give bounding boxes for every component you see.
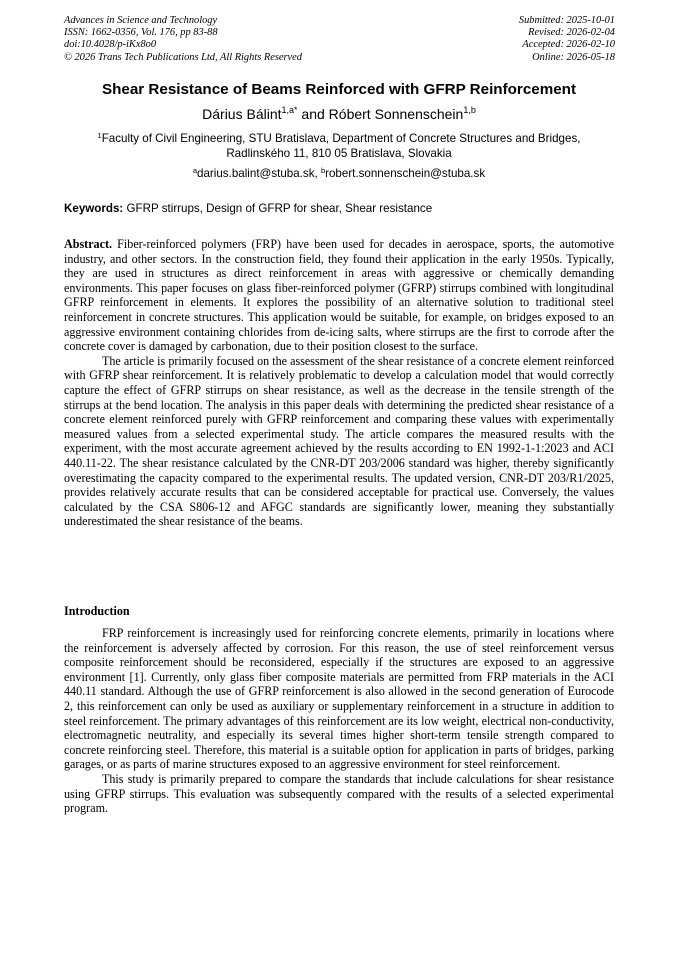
author-2: Róbert Sonnenschein [328,106,464,122]
date-submitted: Submitted: 2025-10-01 [518,15,615,26]
section-heading-introduction: Introduction [64,604,130,618]
journal-copyright: © 2026 Trans Tech Publications Ltd, All Rights Reserved [64,51,302,63]
author-conjunction: and [297,106,329,122]
journal-doi[interactable]: doi:10.4028/p-iKx8o0 [64,39,157,51]
author-emails [0,167,678,181]
abstract-label: Abstract. [64,237,113,251]
affiliation [80,132,598,161]
abstract-paragraph-2: The article is primarily focused on the assessment of the shear resistance of a concrete element reinforced with GFRP shear reinforcement. It is relatively problematic to develop a calculation model that would correctly capture the effect of GFRP stirrups on shear resistance, as well as the decrease in the tensile strength of the stirrups at the bend location. The analysis in this paper deals with determining the predicted shear resistance of a concrete element reinforced purely with GFRP reinforcement and comparing these values with experimentally measured values from a selected experimental study. The article compares the measured results with the experiment, with the most accurate agreement achieved by the results according to EN 1992-1-1:2023 and ACI 440.11-22. The shear resistance calculated by the CNR-DT 203/2006 standard was higher, thereby significantly overestimating the capacity compared to the experimental results. The updated version, CNR-DT 203/R1/2025, provides relatively accurate results that can be considered acceptable for practical use. Conversely, the values calculated by the CSA S806-12 and AFGC standards are significantly lower, meaning they substantially underestimated the shear resistance of the beams. [64,353,614,529]
affiliation-mark: 1 [97,131,102,140]
affiliation-text: Faculty of Civil Engineering, STU Bratislava, Department of Concrete Structures and Bridges, Radlinského 11, 810 05 Bratislava, Slovakia [101,132,581,160]
introduction-paragraph-1: FRP reinforcement is increasingly used for reinforcing concrete elements, primarily in locations where the reinforcement is adversely affected by corrosion. For this reason, the use of steel reinforcement versus composite reinforcement should be reconsidered, especially if the structures are exposed to an aggressive environment [1]. Currently, only glass fiber composite materials are permitted from FRP materials in the ACI 440.11 standard. Although the use of GFRP reinforcement is also allowed in the second generation of Eurocode 2, this reinforcement can only be used as auxiliary or supplementary reinforcement in a structure in addition to steel reinforcement. The primary advantages of this reinforcement are its low weight, electrical non-conductivity, electromagnetic neutrality, and especially its several times higher short-term tensile strength compared to concrete reinforcing steel. Therefore, this material is a suitable option for application in parts of bridges, parking garages, or as parts of marine structures exposed to an aggressive environment for steel reinforcement. [64,626,614,772]
journal-name: Advances in Science and Technology [64,15,218,26]
author-2-affil-mark: 1,b [463,105,476,115]
keywords-text: GFRP stirrups, Design of GFRP for shear, Shear resistance [123,202,433,215]
author-1-affil-mark: 1,a* [281,105,298,115]
keywords [64,202,614,216]
abstract-text-1: Fiber-reinforced polymers (FRP) have been used for decades in aerospace, sports, the automotive industry, and other sectors. In the construction field, they found their application in the early 1950s. Typically, they are used in structures as direct reinforcement in areas with aggressive or chemically demanding environments. This paper focuses on glass fiber-reinforced polymer (GFRP) stirrups combined with longitudinal GFRP reinforcement in elements. It explores the possibility of an alternative solution to traditional steel reinforcement in concrete structures. This application would be suitable, for example, on bridges exposed to an aggressive environment containing chlorides from de-icing salts, where stirrups are the first to corrode after the concrete cover is damaged by carbonation, due to their position closest to the surface. [64,237,614,354]
author-1: Dárius Bálint [202,106,282,122]
date-online: Online: 2026-05-18 [532,51,615,63]
paper-title: Shear Resistance of Beams Reinforced with GFRP Reinforcement [101,81,577,98]
keywords-label: Keywords: [64,202,124,215]
email-mark-b: b [320,166,326,175]
journal-info [64,15,302,64]
publication-dates [519,15,615,64]
introduction-paragraph-2: This study is primarily prepared to compare the standards that include calculations for shear resistance using GFRP stirrups. This evaluation was subsequently compared with the results of a selected experimental program. [64,771,614,816]
abstract [64,237,614,529]
date-accepted: Accepted: 2026-02-10 [522,39,615,51]
abstract-paragraph-1 [64,237,614,354]
date-revised: Revised: 2026-02-04 [528,27,615,39]
author-line [0,106,678,123]
email-a[interactable]: darius.balint@stuba.sk, [197,167,321,180]
journal-issn: ISSN: 1662-0356, Vol. 176, pp 83-88 [64,27,218,39]
introduction-body [64,626,614,816]
email-mark-a: a [192,166,198,175]
email-b[interactable]: robert.sonnenschein@stuba.sk [325,167,486,180]
